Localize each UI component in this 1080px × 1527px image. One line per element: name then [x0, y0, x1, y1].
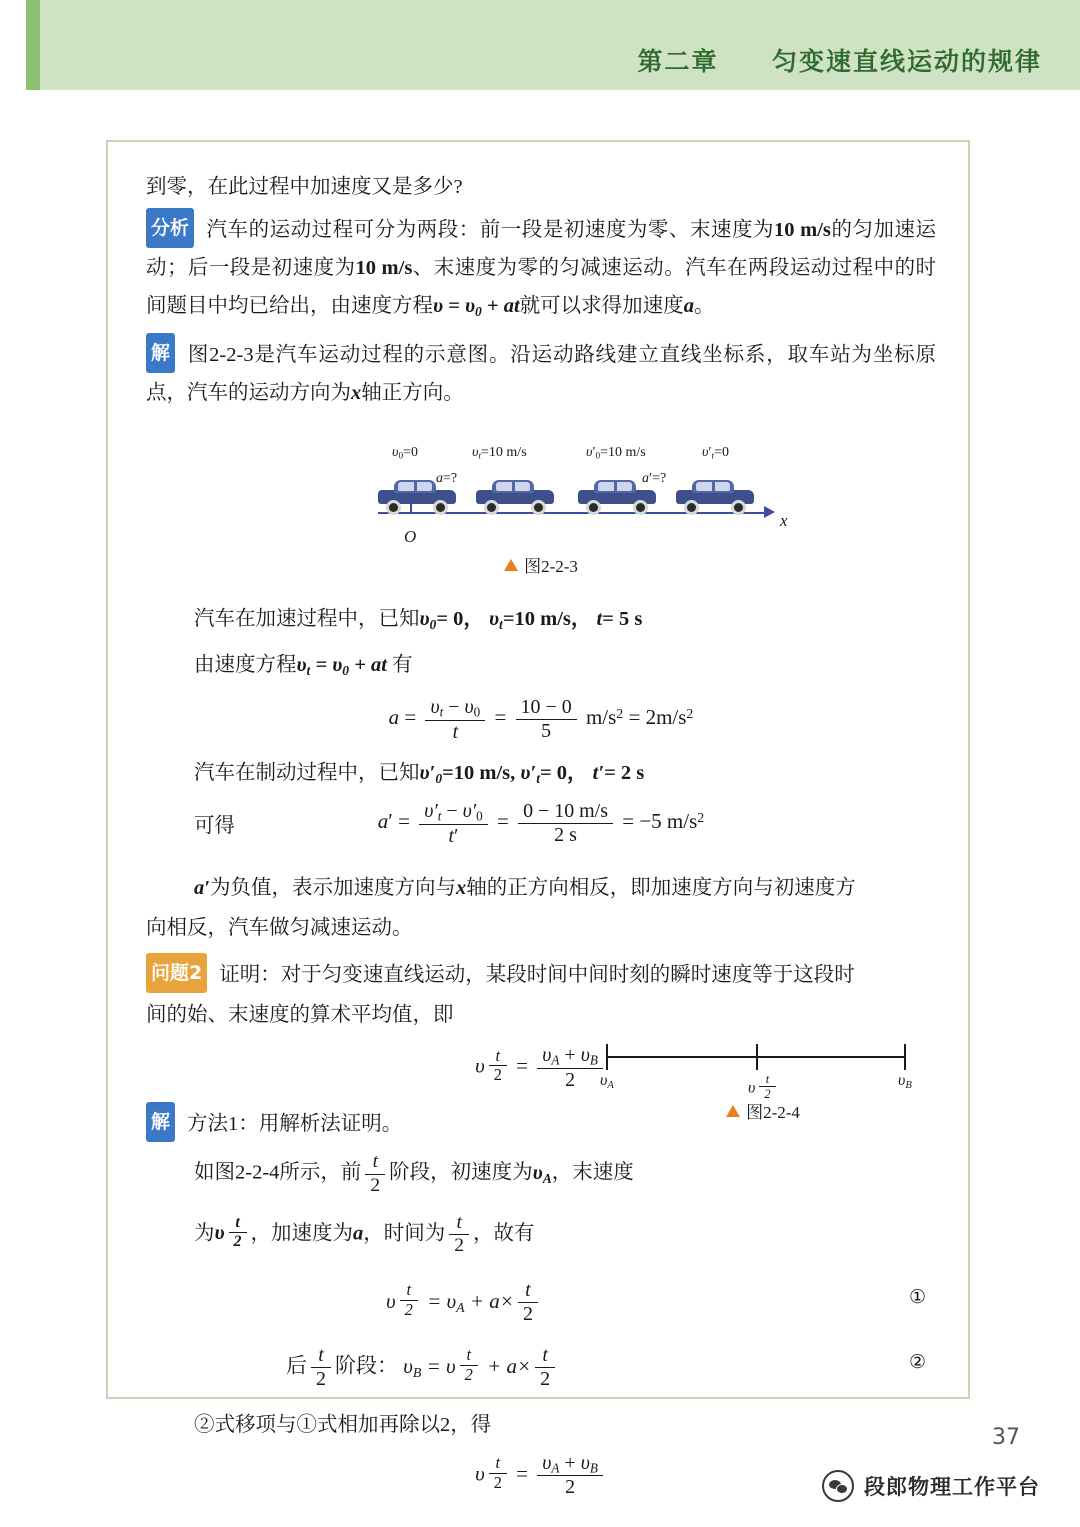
wechat-icon: [822, 1470, 854, 1502]
fig2-tick-mid: [756, 1044, 758, 1070]
symbol-vhalf: υ $_{\frac{t}{2}}$: [215, 1222, 251, 1244]
figure-2-2-4: [598, 1042, 928, 1123]
keda-label: 可得: [194, 815, 235, 838]
axis-symbol-x: x: [351, 381, 362, 404]
solution1-text-2b: 轴正方向。: [361, 381, 464, 404]
paragraph-brake-known: [146, 754, 936, 798]
equation-1-row: υ $_{\frac{t}{2}}$ = $\upsilon_A + a\times$ $\frac{t}{2}$ ①: [386, 1279, 926, 1326]
sol2-text-2: 阶段，初速度为: [389, 1161, 533, 1184]
accel-known-t: = 5 s: [602, 607, 643, 630]
paragraph-accel-known: [146, 600, 936, 644]
paragraph-sol2-line2: 为υ $_{\frac{t}{2}}$ ，加速度为a，时间为 $\frac{t}{2}$ ，故有: [194, 1211, 535, 1256]
sol2-text-6: ，时间为: [363, 1222, 446, 1245]
equation-2-prefix: 后: [286, 1353, 307, 1378]
analysis-text-3b: 就可以求得加速度: [519, 295, 684, 317]
analysis-symbol-a: a: [683, 295, 694, 317]
equation-2: $\upsilon_B = \upsilon$ $_{\frac{t}{2}}$ + a×: [403, 1345, 532, 1385]
analysis-text-3: 运动过程中的时间题目中均已给出，由速度方程: [146, 257, 937, 317]
equation-2-mid: 阶段：: [334, 1353, 398, 1378]
fig1-label-vpt: $\upsilon'_t=0$: [702, 444, 729, 461]
eq-accel-unit: m/s: [585, 705, 617, 730]
eq-accel-denominator: 5: [541, 720, 552, 743]
negative-text-2: 轴的正方向相反，即加速度方向与初速度方: [466, 877, 856, 900]
solution1-text-2: 坐标原点，汽车的运动方向为: [146, 343, 936, 404]
equation-acceleration-prime-row: [146, 799, 936, 855]
problem2-text-1: 证明：对于匀变速直线运动，某段时间中间时刻的瞬时速度等于这段时: [219, 964, 855, 987]
triangle-marker-icon: [504, 559, 518, 571]
eq-ap-result: = −5 m/s: [622, 809, 698, 834]
figure-2-2-4-caption: [598, 1098, 928, 1123]
equation-2-number: ②: [908, 1352, 926, 1374]
equation-acceleration-prime: a′ = $\frac{\upsilon'_t - \upsilon'_0}{t'}$ = $\frac{0 - 10 m/s}{2 s}$ = −5 $m/s^2$: [377, 799, 705, 847]
symbol-vp0: $\upsilon'_0$: [419, 761, 443, 786]
equation-midpoint-velocity: υ $_{\frac{t}{2}}$ = $\frac{\upsilon_A + \upsilon_B}{2}$: [146, 1044, 936, 1092]
sol2-text-5: ，加速度为: [250, 1222, 354, 1245]
fig1-label-ap: a′=?: [642, 470, 667, 486]
page-content: [146, 168, 936, 1505]
fig2-label-left: $\upsilon_A$: [600, 1072, 614, 1091]
fig1-axis-arrow: [764, 506, 775, 518]
header-accent-bar: [26, 0, 40, 90]
fig1-label-vp0-value: =10 m/s: [600, 444, 646, 460]
car-icon-1: [378, 478, 456, 512]
fig2-tick-left: [606, 1044, 608, 1070]
label-analysis: 分析: [146, 208, 194, 248]
eq-ap-numerator: 0 − 10 m/s: [518, 800, 613, 824]
symbol-vA: $\upsilon_A$: [532, 1161, 552, 1186]
brake-known-vpt: = 0，: [539, 761, 588, 784]
symbol-tp: t′: [592, 761, 605, 784]
fig1-label-vt-value: =10 m/s: [481, 444, 527, 460]
analysis-formula: υ: [433, 295, 444, 317]
label-solution-1: 解: [146, 333, 175, 373]
equation-2-row: 后 $\frac{t}{2}$ 阶段： $\upsilon_B = \upsilon$ $_{\frac{t}{2}}$ + a× $\frac{t}{2}$ ②: [286, 1344, 926, 1391]
analysis-text-1c: 的: [830, 219, 853, 241]
car-icon-3: [578, 478, 656, 512]
fig2-number-line: [598, 1042, 928, 1102]
figure-2-2-3-caption-text: 图2-2-3: [524, 556, 578, 576]
page-header-title: [637, 42, 1042, 78]
accel-known-text: 汽车在加速过程中，已知: [194, 607, 420, 630]
triangle-marker-icon-2: [726, 1105, 740, 1117]
solution2-method-text: 方法1：用解析法证明。: [187, 1113, 403, 1136]
eq-ap-denominator: 2 s: [554, 824, 577, 847]
fig1-axis-label: x: [780, 510, 788, 530]
car-icon-2: [476, 478, 554, 512]
equation-final: υ $_{\frac{t}{2}}$ = $\frac{\upsilon_A + \upsilon_B}{2}$: [146, 1452, 936, 1500]
eq-accel-numerator: 10 − 0: [516, 696, 577, 720]
label-solution-2: 解: [146, 1102, 175, 1142]
symbol-v0: $\upsilon_0$: [419, 607, 437, 632]
analysis-text-2c: 、末速度为零的匀减速运动。汽车在两段: [412, 257, 790, 279]
eq-accel-result: = 2m/s: [628, 705, 687, 730]
analysis-text-3c: 。: [693, 295, 715, 317]
figure-2-2-3-caption: [146, 548, 936, 586]
paragraph-lead: 到零，在此过程中加速度又是多少?: [146, 176, 463, 198]
label-problem-2: 问题2: [146, 953, 207, 993]
solution1-text-1: 图2-2-3是汽车运动过程的示意图。沿运动路线建立直线坐标系，取车站为: [187, 343, 873, 366]
accel-known-vt: =10 m/s，: [502, 607, 592, 630]
analysis-value-2: 10 m/s: [355, 257, 413, 279]
fig2-label-left-text: A: [607, 1079, 614, 1091]
sol2-text-7: ，故有: [473, 1222, 535, 1245]
paragraph-negative-1: [146, 869, 936, 907]
header-chapter: 第二章: [637, 47, 719, 76]
fig2-label-mid: υ $_{\frac{t}{2}}$: [748, 1072, 780, 1102]
footer-text: 段郎物理工作平台: [864, 1475, 1040, 1499]
paragraph-velocity-equation: [146, 646, 936, 690]
fig2-label-right: $\upsilon_B$: [898, 1072, 912, 1091]
fig1-label-vp0: $\upsilon'_0=10$ m/s: [586, 444, 646, 461]
brake-known-vp0: =10 m/s,: [442, 761, 516, 784]
fig1-label-a: a=?: [436, 470, 458, 486]
brake-known-tp: = 2 s: [604, 761, 645, 784]
fig1-label-v0-value: =0: [403, 444, 418, 460]
sol2-text-3: ，末速度: [551, 1161, 634, 1184]
symbol-x-axis: x: [456, 877, 467, 900]
fig1-label-v0: $\upsilon_0=0$: [392, 444, 418, 461]
fig1-origin-label: O: [404, 526, 417, 546]
fig1-label-vt: $\upsilon_t=10$ m/s: [472, 444, 527, 461]
equation-1: υ $_{\frac{t}{2}}$ = $\upsilon_A + a\times$: [386, 1280, 514, 1319]
analysis-formula-eq: = $\upsilon_0$ + at: [443, 295, 520, 319]
brake-known-text: 汽车在制动过程中，已知: [194, 761, 420, 784]
equation-acceleration: a = $\frac{\upsilon_t - \upsilon_0}{t}$ = $\frac{10 - 0}{5}$ $m/s^2 = 2m/s^2$: [388, 695, 694, 743]
paragraph-problem2: [146, 953, 936, 994]
fig1-label-ap-value: =?: [652, 470, 667, 486]
fig2-tick-right: [904, 1044, 906, 1070]
negative-text-1: 为负值，表示加速度方向与: [210, 877, 457, 900]
analysis-text-2: 匀加速运动；后一段是初速度为: [146, 219, 937, 279]
paragraph-sol2-line1: 如图2-2-4所示，前 $\frac{t}{2}$ 阶段，初速度为$\upsilon_A$，末速度: [194, 1151, 634, 1196]
symbol-vpt: $\upsilon'_t$: [520, 761, 540, 786]
footer-watermark: [822, 1470, 1040, 1502]
fig2-label-right-text: B: [905, 1079, 912, 1091]
paragraph-analysis: [146, 208, 936, 331]
sol2-text-1: 如图2-2-4所示，前: [194, 1161, 362, 1184]
symbol-t: t: [596, 607, 603, 630]
figure-2-2-4-caption-text: 图2-2-4: [746, 1103, 800, 1122]
analysis-text-1: 汽车的运动过程可分为两段：前一段是初速度为零、末速度为: [206, 219, 775, 241]
paragraph-problem2-cont: 间的始、末速度的算术平均值，即: [146, 1004, 454, 1027]
paragraph-negative-2: 向相反，汽车做匀减速运动。: [146, 917, 413, 940]
fig1-label-vpt-value: =0: [714, 444, 729, 460]
figure-2-2-3: [146, 426, 936, 546]
analysis-value-1: 10 m/s: [774, 219, 831, 241]
page-number: 37: [992, 1425, 1020, 1450]
velocity-equation-text2: 有: [392, 653, 413, 676]
equation-1-number: ①: [908, 1287, 926, 1309]
header-chapter-title: 匀变速直线运动的规律: [771, 47, 1042, 76]
sol2-text-4: 为: [194, 1222, 215, 1245]
paragraph-solution1: [146, 333, 936, 412]
symbol-ap: a′: [194, 877, 211, 900]
accel-known-v0: = 0，: [436, 607, 484, 630]
symbol-a2: a: [353, 1222, 364, 1245]
velocity-equation-text: 由速度方程: [194, 653, 297, 676]
car-icon-4: [676, 478, 754, 512]
fig1-label-a-value: =?: [443, 470, 458, 486]
velocity-equation-formula: $\upsilon_t = \upsilon_0$ + at: [296, 653, 387, 678]
paragraph-sol2-final: ②式移项与①式相加再除以2，得: [194, 1413, 492, 1436]
symbol-vt: $\upsilon_t$: [489, 607, 503, 632]
